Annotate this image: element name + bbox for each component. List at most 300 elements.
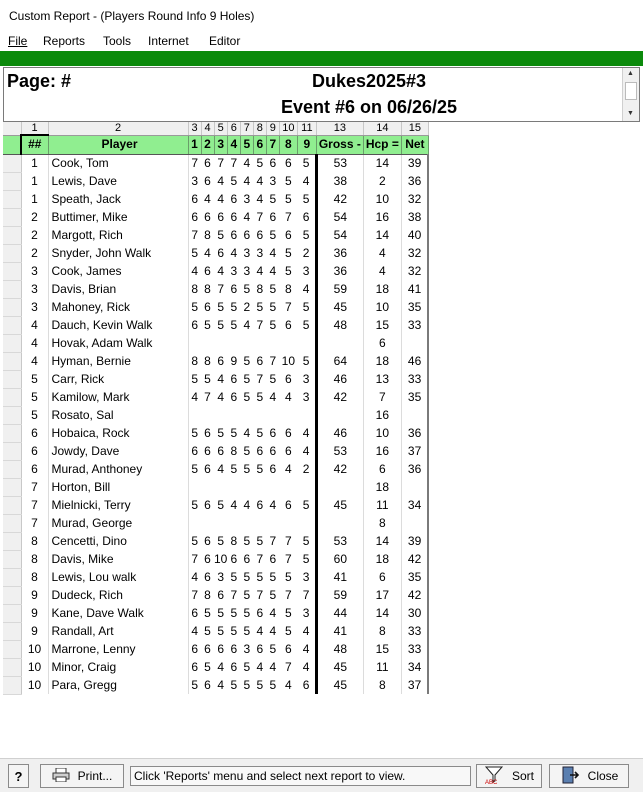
hole-score-cell: 4	[191, 623, 199, 638]
net-cell	[401, 514, 428, 532]
group-number-cell: 5	[21, 370, 48, 388]
table-row[interactable]	[3, 334, 428, 352]
hole-score-cell: 6	[230, 389, 238, 404]
hole-score-cell: 4	[269, 623, 277, 638]
gross-cell: 48	[316, 316, 363, 334]
column-header[interactable]: 7	[266, 135, 279, 154]
gross-cell: 41	[316, 622, 363, 640]
column-header[interactable]: 9	[297, 135, 316, 154]
sort-button[interactable]	[476, 764, 542, 788]
hole-score-cell: 5	[217, 425, 225, 440]
hole-score-cell: 5	[191, 425, 199, 440]
table-row[interactable]	[3, 676, 428, 694]
hole-score-cell: 4	[297, 442, 316, 460]
row-selector[interactable]	[3, 622, 21, 640]
table-row[interactable]	[3, 478, 428, 496]
hole-score-cell: 6	[285, 227, 292, 242]
hole-score-cell: 4	[191, 569, 199, 584]
hole-score-cell: 3	[243, 263, 251, 278]
table-row[interactable]	[3, 550, 428, 568]
row-selector[interactable]	[3, 586, 21, 604]
hole-score-cell: 3	[256, 245, 264, 260]
player-name-cell: Hyman, Bernie	[48, 352, 188, 370]
handicap-cell: 16	[363, 406, 401, 424]
close-label: Close	[587, 769, 619, 783]
gross-cell: 42	[316, 460, 363, 478]
hole-score-cell: 8	[230, 533, 238, 548]
row-selector[interactable]	[3, 568, 21, 586]
gross-cell: 53	[316, 442, 363, 460]
group-number-cell: 4	[21, 334, 48, 352]
hole-score-cell: 5	[191, 533, 199, 548]
player-name-cell: Speath, Jack	[48, 190, 188, 208]
row-selector[interactable]	[3, 406, 21, 424]
hole-score-cell: 3	[191, 173, 199, 188]
hole-score-cell: 6	[204, 263, 211, 278]
hole-score-cell: 5	[256, 677, 264, 692]
row-selector[interactable]	[3, 316, 21, 334]
hole-score-cell: 8	[204, 281, 211, 296]
hole-score-cell: 5	[217, 623, 225, 638]
hole-score-cell: 5	[204, 623, 211, 638]
column-header[interactable]: ##	[21, 135, 48, 154]
row-selector[interactable]	[3, 496, 21, 514]
hole-score-cell: 3	[243, 245, 251, 260]
row-selector[interactable]	[3, 460, 21, 478]
row-selector[interactable]	[3, 298, 21, 316]
table-row[interactable]	[3, 172, 428, 190]
hole-score-cell: 5	[285, 245, 292, 260]
report-grid	[3, 122, 643, 755]
table-row[interactable]	[3, 640, 428, 658]
hole-score-cell: 5	[217, 497, 225, 512]
player-name-cell: Jowdy, Dave	[48, 442, 188, 460]
hole-score-cell: 5	[230, 677, 238, 692]
group-number-cell: 6	[21, 442, 48, 460]
group-number-cell: 4	[21, 316, 48, 334]
row-selector[interactable]	[3, 352, 21, 370]
hole-score-cell: 6	[217, 245, 225, 260]
hole-score-cell: 5	[256, 461, 264, 476]
hole-score-cell: 5	[269, 299, 277, 314]
hole-score-cell: 4	[297, 658, 316, 676]
group-number-cell: 10	[21, 640, 48, 658]
hole-score-cell: 6	[191, 641, 199, 656]
scroll-up-icon[interactable]: ▲	[627, 70, 634, 77]
hole-score-cell: 5	[217, 227, 225, 242]
row-selector[interactable]	[3, 190, 21, 208]
hole-score-cell: 5	[285, 569, 292, 584]
column-header[interactable]: Gross -	[316, 135, 363, 154]
hole-score-cell	[188, 514, 201, 532]
column-header[interactable]: 8	[279, 135, 297, 154]
handicap-cell: 11	[363, 658, 401, 676]
handicap-cell: 14	[363, 154, 401, 172]
column-number-13[interactable]: 13	[316, 122, 363, 135]
menu-reports-label: Reports	[43, 34, 86, 48]
hole-score-cell: 7	[230, 155, 238, 170]
net-cell	[401, 334, 428, 352]
group-number-cell: 5	[21, 388, 48, 406]
column-number-9[interactable]: 9	[266, 122, 279, 135]
hole-score-cell: 4	[297, 640, 316, 658]
hole-score-cell: 6	[217, 353, 225, 368]
column-header[interactable]: 6	[253, 135, 266, 154]
hole-score-cell: 5	[230, 425, 238, 440]
table-row[interactable]	[3, 514, 428, 532]
table-row[interactable]	[3, 568, 428, 586]
hole-score-cell: 4	[204, 191, 211, 206]
column-header[interactable]: 5	[240, 135, 253, 154]
handicap-cell: 18	[363, 550, 401, 568]
hole-score-cell: 7	[285, 551, 292, 566]
hole-score-cell: 4	[256, 623, 264, 638]
table-row[interactable]	[3, 424, 428, 442]
hole-score-cell	[297, 514, 316, 532]
filter-icon	[484, 765, 504, 788]
hole-score-cell: 6	[230, 281, 238, 296]
row-selector[interactable]	[3, 640, 21, 658]
menu-internet[interactable]	[148, 34, 189, 48]
hole-score-cell: 7	[191, 227, 199, 242]
hole-score-cell: 5	[191, 677, 199, 692]
hole-score-cell: 3	[217, 569, 225, 584]
group-number-cell: 9	[21, 604, 48, 622]
table-row[interactable]	[3, 190, 428, 208]
column-header-row	[3, 135, 428, 154]
table-row[interactable]	[3, 442, 428, 460]
group-number-cell: 3	[21, 298, 48, 316]
row-selector[interactable]	[3, 604, 21, 622]
column-header[interactable]: Net	[401, 135, 428, 154]
table-row[interactable]	[3, 460, 428, 478]
hole-score-cell: 4	[269, 605, 277, 620]
column-number-row	[3, 122, 428, 135]
table-row[interactable]	[3, 154, 428, 172]
hole-score-cell: 6	[297, 676, 316, 694]
hole-score-cell: 6	[269, 155, 277, 170]
hole-score-cell: 5	[256, 569, 264, 584]
column-number-8[interactable]: 8	[253, 122, 266, 135]
hole-score-cell: 10	[214, 551, 228, 566]
hole-score-cell: 6	[204, 155, 211, 170]
hole-score-cell: 6	[285, 425, 292, 440]
column-header[interactable]: Player	[48, 135, 188, 154]
hole-score-cell: 5	[230, 299, 238, 314]
scroll-down-icon[interactable]: ▼	[627, 110, 634, 117]
hole-score-cell: 6	[269, 551, 277, 566]
player-name-cell: Dauch, Kevin Walk	[48, 316, 188, 334]
player-name-cell: Minor, Craig	[48, 658, 188, 676]
table-row[interactable]	[3, 226, 428, 244]
row-selector[interactable]	[3, 226, 21, 244]
net-cell: 33	[401, 370, 428, 388]
corner-cell	[3, 122, 21, 135]
hole-score-cell	[188, 334, 201, 352]
hole-score-cell: 6	[285, 317, 292, 332]
hole-score-cell	[201, 514, 214, 532]
hole-score-cell: 4	[256, 659, 264, 674]
table-row[interactable]	[3, 532, 428, 550]
menu-editor[interactable]	[209, 34, 240, 48]
net-cell: 32	[401, 262, 428, 280]
table-row[interactable]	[3, 496, 428, 514]
hole-score-cell: 7	[269, 353, 277, 368]
hole-score-cell: 5	[230, 317, 238, 332]
hole-score-cell: 5	[191, 461, 199, 476]
net-cell: 33	[401, 640, 428, 658]
hole-score-cell: 4	[243, 317, 251, 332]
hole-score-cell: 5	[256, 425, 264, 440]
menu-file[interactable]	[8, 34, 27, 48]
hole-score-cell: 5	[243, 443, 251, 458]
hole-score-cell: 2	[243, 299, 251, 314]
group-number-cell: 7	[21, 496, 48, 514]
handicap-cell: 4	[363, 244, 401, 262]
hole-score-cell: 6	[285, 443, 292, 458]
hole-score-cell: 6	[230, 371, 238, 386]
hole-score-cell: 6	[230, 659, 238, 674]
help-button[interactable]	[8, 764, 29, 788]
hole-score-cell: 7	[256, 371, 264, 386]
column-header[interactable]: Hcp =	[363, 135, 401, 154]
row-selector[interactable]	[3, 550, 21, 568]
hole-score-cell: 6	[230, 191, 238, 206]
hole-score-cell: 5	[297, 190, 316, 208]
net-cell: 37	[401, 676, 428, 694]
title-bar	[0, 0, 643, 31]
column-header[interactable]: 2	[201, 135, 214, 154]
hole-score-cell: 7	[204, 389, 211, 404]
hole-score-cell: 6	[285, 641, 292, 656]
hole-score-cell: 4	[269, 497, 277, 512]
header-selector-cell	[3, 135, 21, 154]
net-cell: 36	[401, 460, 428, 478]
table-row[interactable]	[3, 298, 428, 316]
column-number-10[interactable]: 10	[279, 122, 297, 135]
print-button[interactable]	[40, 764, 124, 788]
gross-cell: 45	[316, 658, 363, 676]
column-number-14[interactable]: 14	[363, 122, 401, 135]
group-number-cell: 7	[21, 478, 48, 496]
row-selector[interactable]	[3, 424, 21, 442]
svg-text:ABC: ABC	[484, 779, 498, 785]
row-selector[interactable]	[3, 208, 21, 226]
hole-score-cell: 2	[297, 244, 316, 262]
hole-score-cell: 5	[297, 226, 316, 244]
hole-score-cell: 5	[243, 353, 251, 368]
hole-score-cell: 7	[297, 586, 316, 604]
column-number-2[interactable]: 2	[48, 122, 188, 135]
net-cell: 34	[401, 658, 428, 676]
gross-cell: 53	[316, 532, 363, 550]
column-number-5[interactable]: 5	[214, 122, 227, 135]
row-selector[interactable]	[3, 244, 21, 262]
row-selector[interactable]	[3, 388, 21, 406]
handicap-cell: 14	[363, 604, 401, 622]
net-cell: 37	[401, 442, 428, 460]
hole-score-cell: 4	[230, 497, 238, 512]
hole-score-cell: 6	[256, 497, 264, 512]
table-row[interactable]	[3, 316, 428, 334]
hole-score-cell: 6	[285, 371, 292, 386]
hole-score-cell: 5	[243, 587, 251, 602]
group-number-cell: 8	[21, 568, 48, 586]
row-selector[interactable]	[3, 280, 21, 298]
hole-score-cell	[188, 478, 201, 496]
hole-score-cell: 5	[269, 317, 277, 332]
hole-score-cell	[214, 334, 227, 352]
hole-score-cell: 5	[191, 497, 199, 512]
table-row[interactable]	[3, 370, 428, 388]
net-cell: 42	[401, 550, 428, 568]
table-row[interactable]	[3, 658, 428, 676]
menu-tools[interactable]	[103, 34, 131, 48]
hole-score-cell: 3	[243, 191, 251, 206]
hole-score-cell: 4	[256, 191, 264, 206]
row-selector[interactable]	[3, 658, 21, 676]
hole-score-cell: 4	[243, 155, 251, 170]
hole-score-cell: 7	[269, 533, 277, 548]
table-row[interactable]	[3, 280, 428, 298]
menu-reports[interactable]	[43, 34, 85, 48]
hole-score-cell: 4	[269, 263, 277, 278]
hole-score-cell: 5	[297, 154, 316, 172]
table-row[interactable]	[3, 604, 428, 622]
table-row[interactable]	[3, 388, 428, 406]
column-number-3[interactable]: 3	[188, 122, 201, 135]
handicap-cell: 14	[363, 226, 401, 244]
player-name-cell: Hobaica, Rock	[48, 424, 188, 442]
hole-score-cell	[188, 406, 201, 424]
hole-score-cell: 6	[256, 443, 264, 458]
row-selector[interactable]	[3, 478, 21, 496]
handicap-cell: 6	[363, 460, 401, 478]
net-cell: 36	[401, 172, 428, 190]
player-name-cell: Cook, James	[48, 262, 188, 280]
player-name-cell: Margott, Rich	[48, 226, 188, 244]
player-name-cell: Randall, Art	[48, 622, 188, 640]
table-row[interactable]	[3, 244, 428, 262]
header-scrollbar[interactable]	[622, 68, 639, 121]
group-number-cell: 4	[21, 352, 48, 370]
hole-score-cell: 5	[297, 298, 316, 316]
hole-score-cell: 5	[204, 371, 211, 386]
row-selector[interactable]	[3, 442, 21, 460]
hole-score-cell: 5	[230, 569, 238, 584]
hole-score-cell: 6	[285, 155, 292, 170]
hole-score-cell: 6	[269, 209, 277, 224]
column-number-4[interactable]: 4	[201, 122, 214, 135]
gross-cell: 45	[316, 676, 363, 694]
table-row[interactable]	[3, 406, 428, 424]
column-header[interactable]: 1	[188, 135, 201, 154]
hole-score-cell: 5	[230, 461, 238, 476]
column-header[interactable]: 3	[214, 135, 227, 154]
row-selector[interactable]	[3, 262, 21, 280]
hole-score-cell: 6	[256, 353, 264, 368]
status-message: Click 'Reports' menu and select next report to view.	[130, 766, 471, 786]
gross-cell: 64	[316, 352, 363, 370]
hole-score-cell: 4	[230, 245, 238, 260]
scroll-thumb[interactable]	[625, 82, 637, 100]
net-cell	[401, 406, 428, 424]
hole-score-cell: 6	[204, 551, 211, 566]
hole-score-cell	[266, 514, 279, 532]
hole-score-cell	[227, 406, 240, 424]
hole-score-cell: 4	[217, 263, 225, 278]
row-selector[interactable]	[3, 676, 21, 694]
group-number-cell: 9	[21, 622, 48, 640]
hole-score-cell: 6	[191, 443, 199, 458]
hole-score-cell: 7	[191, 551, 199, 566]
hole-score-cell	[214, 478, 227, 496]
hole-score-cell	[279, 514, 297, 532]
group-number-cell: 2	[21, 208, 48, 226]
row-selector[interactable]	[3, 532, 21, 550]
gross-cell: 59	[316, 586, 363, 604]
hole-score-cell: 7	[285, 587, 292, 602]
player-name-cell: Cencetti, Dino	[48, 532, 188, 550]
row-selector[interactable]	[3, 334, 21, 352]
column-number-1[interactable]: 1	[21, 122, 48, 135]
row-selector[interactable]	[3, 172, 21, 190]
column-number-7[interactable]: 7	[240, 122, 253, 135]
hole-score-cell: 8	[191, 353, 199, 368]
hole-score-cell: 3	[243, 641, 251, 656]
hole-score-cell	[214, 514, 227, 532]
handicap-cell: 18	[363, 280, 401, 298]
table-row[interactable]	[3, 262, 428, 280]
status-bar	[0, 758, 643, 792]
hole-score-cell: 5	[243, 569, 251, 584]
column-number-6[interactable]: 6	[227, 122, 240, 135]
hole-score-cell: 4	[217, 461, 225, 476]
gross-cell: 36	[316, 262, 363, 280]
hole-score-cell: 5	[269, 677, 277, 692]
hole-score-cell: 7	[285, 299, 292, 314]
group-number-cell: 9	[21, 586, 48, 604]
close-button[interactable]	[549, 764, 629, 788]
hole-score-cell: 4	[297, 172, 316, 190]
hole-score-cell: 3	[297, 604, 316, 622]
hole-score-cell: 6	[256, 641, 264, 656]
table-row[interactable]	[3, 352, 428, 370]
gross-cell: 59	[316, 280, 363, 298]
table-row[interactable]	[3, 622, 428, 640]
hole-score-cell: 4	[217, 191, 225, 206]
row-selector[interactable]	[3, 154, 21, 172]
net-cell	[401, 478, 428, 496]
hole-score-cell	[253, 334, 266, 352]
gross-cell: 48	[316, 640, 363, 658]
menu-editor-label: Editor	[209, 34, 241, 48]
column-number-11[interactable]: 11	[297, 122, 316, 135]
hole-score-cell: 8	[191, 281, 199, 296]
handicap-cell: 16	[363, 208, 401, 226]
hole-score-cell: 4	[269, 245, 277, 260]
player-name-cell: Dudeck, Rich	[48, 586, 188, 604]
row-selector[interactable]	[3, 370, 21, 388]
column-number-15[interactable]: 15	[401, 122, 428, 135]
row-selector[interactable]	[3, 514, 21, 532]
hole-score-cell: 5	[191, 299, 199, 314]
table-row[interactable]	[3, 208, 428, 226]
column-header[interactable]: 4	[227, 135, 240, 154]
hole-score-cell: 6	[230, 209, 238, 224]
net-cell: 33	[401, 316, 428, 334]
table-row[interactable]	[3, 586, 428, 604]
